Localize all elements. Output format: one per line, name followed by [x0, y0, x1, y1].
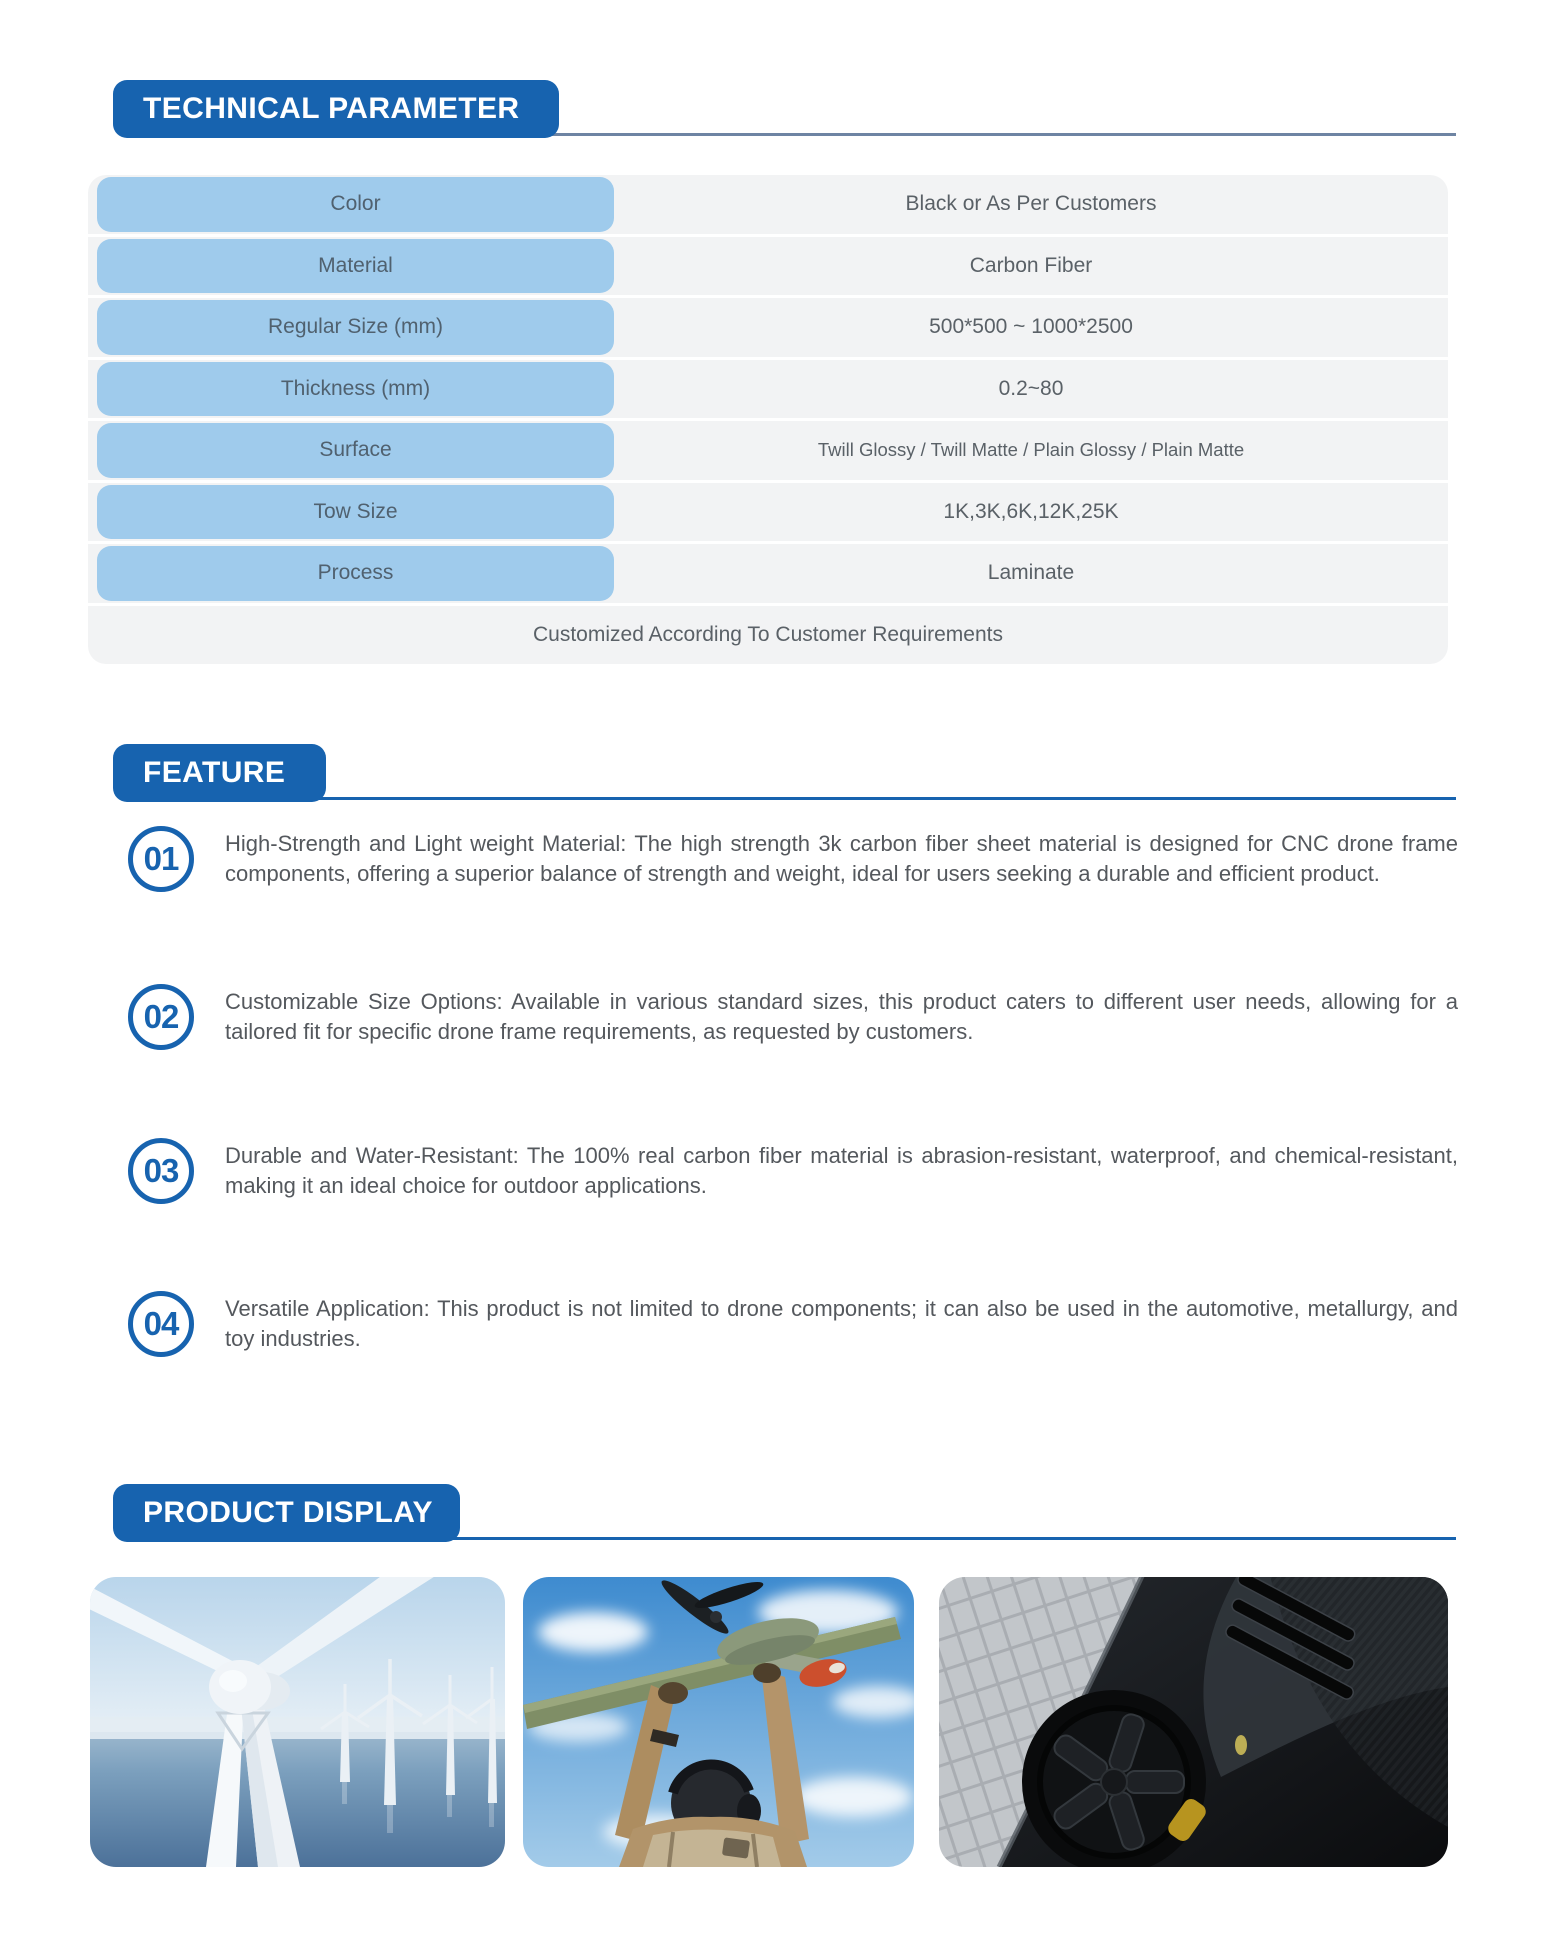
section-title: PRODUCT DISPLAY	[143, 1496, 433, 1529]
section-title: FEATURE	[143, 756, 286, 789]
table-row	[88, 175, 1448, 237]
table-row	[88, 421, 1448, 483]
table-row-value: 1K,3K,6K,12K,25K	[943, 499, 1119, 523]
feature-text: Durable and Water-Resistant: The 100% real carbon fiber material is abrasion-resistant, waterproof, and chemical-resistant, making it an ideal choice for outdoor applications.	[225, 1142, 1458, 1198]
drone-launch-illustration	[523, 1577, 914, 1867]
table-row-label: Material	[97, 239, 614, 294]
feature-number-badge: 02	[128, 984, 194, 1050]
wind-farm-illustration	[90, 1577, 505, 1867]
carbon-fiber-car-photo	[939, 1577, 1448, 1867]
feature-text: Customizable Size Options: Available in various standard sizes, this product caters to different user needs, allowing for a tailored fit for specific drone frame requirements, as requested by customers.	[225, 988, 1458, 1044]
table-row-value: Laminate	[987, 561, 1075, 585]
feature-item	[128, 1291, 1458, 1357]
feature-text: High-Strength and Light weight Material: The high strength 3k carbon fiber sheet material is designed for CNC drone frame components, offering a superior balance of strength and weight, ideal for users seeking a durable and efficient product.	[225, 830, 1458, 886]
table-row	[88, 298, 1448, 360]
table-row-label: Regular Size (mm)	[97, 300, 614, 355]
table-row-value: 0.2~80	[998, 376, 1064, 400]
feature-number-badge: 04	[128, 1291, 194, 1357]
table-row-value: Twill Glossy / Twill Matte / Plain Glossy / Plain Matte	[817, 439, 1245, 461]
table-row-value: Carbon Fiber	[969, 253, 1093, 277]
feature-number-badge: 03	[128, 1138, 194, 1204]
table-row	[88, 237, 1448, 299]
table-row	[88, 483, 1448, 545]
table-row-label: Surface	[97, 423, 614, 478]
table-row-label: Process	[97, 546, 614, 601]
feature-item	[128, 1138, 1458, 1204]
table-footer-row	[88, 606, 1448, 665]
technical-parameter-table	[88, 175, 1448, 664]
feature-item	[128, 984, 1458, 1050]
table-row-label: Tow Size	[97, 485, 614, 540]
table-row-label: Color	[97, 177, 614, 232]
table-row-value: Black or As Per Customers	[905, 192, 1157, 216]
section-title: TECHNICAL PARAMETER	[143, 92, 520, 125]
carbon-car-illustration	[939, 1577, 1448, 1867]
product-photo-row	[90, 1577, 1448, 1867]
drone-launch-photo	[523, 1577, 914, 1867]
table-row	[88, 544, 1448, 606]
offshore-wind-turbines-photo	[90, 1577, 505, 1867]
section-header-feature	[113, 744, 326, 802]
section-header-product-display	[113, 1484, 460, 1542]
section-header-technical-parameter	[113, 80, 559, 138]
section-divider-line	[400, 1537, 1456, 1540]
feature-number-badge: 01	[128, 826, 194, 892]
table-footer-text: Customized According To Customer Requirements	[533, 622, 1003, 646]
table-row	[88, 360, 1448, 422]
table-row-value: 500*500 ~ 1000*2500	[929, 315, 1133, 339]
section-divider-line	[300, 797, 1456, 800]
feature-item	[128, 826, 1458, 892]
feature-text: Versatile Application: This product is not limited to drone components; it can also be used in the automotive, metallurgy, and toy industries.	[225, 1295, 1458, 1351]
table-row-label: Thickness (mm)	[97, 362, 614, 417]
